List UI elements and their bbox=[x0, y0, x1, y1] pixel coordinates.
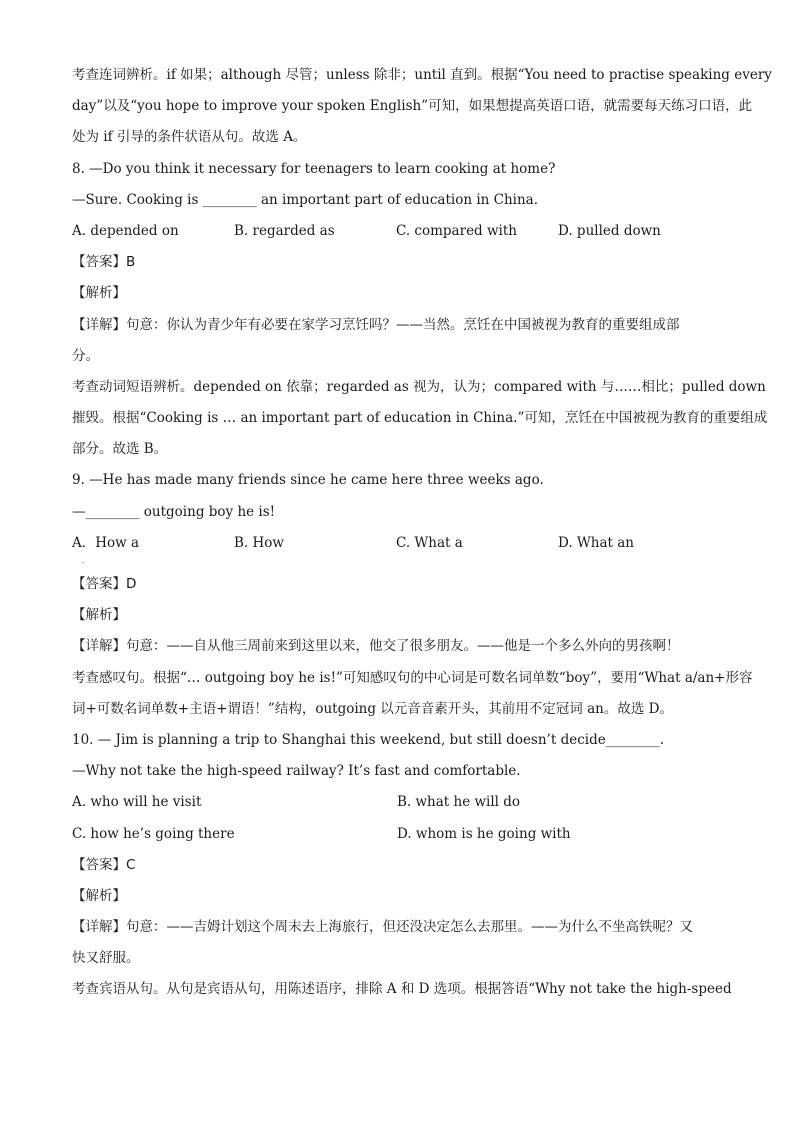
detail-line: 【详解】句意：你认为青少年有必要在家学习烹饪吗？——当然。烹饪在中国被视为教育的重要组成部 bbox=[72, 316, 680, 333]
detail-line: 考查宾语从句。从句是宾语从句，用陈述语序，排除 A 和 D 选项。根据答语“Why not take the high-speed bbox=[72, 981, 732, 998]
option-b: B. How bbox=[234, 534, 284, 551]
analysis-label: 【解析】 bbox=[72, 607, 126, 624]
option-b: B. regarded as bbox=[234, 222, 335, 239]
question-10-response: —Why not take the high-speed railway? It’s fast and comfortable. bbox=[72, 763, 521, 780]
answer-label: 【答案】B bbox=[72, 254, 136, 271]
question-10-options-row-1 bbox=[72, 787, 722, 818]
question-10-stem: 10. — Jim is planning a trip to Shanghai this weekend, but still doesn’t decide________. bbox=[72, 731, 664, 748]
stray-dot: · bbox=[82, 559, 85, 567]
option-d: D. What an bbox=[558, 534, 635, 551]
detail-line: 摧毁。根据“Cooking is … an important part of education in China.”可知，烹饪在中国被视为教育的重要组成 bbox=[72, 410, 768, 427]
analysis-label: 【解析】 bbox=[72, 285, 126, 302]
detail-line: 【详解】句意：——自从他三周前来到这里以来，他交了很多朋友。——他是一个多么外向的男孩啊！ bbox=[72, 638, 680, 655]
option-a: A．How a bbox=[72, 534, 140, 551]
option-c: C. compared with bbox=[396, 222, 517, 239]
question-8-response: —Sure. Cooking is ________ an important part of education in China. bbox=[72, 191, 539, 208]
option-d: D. pulled down bbox=[558, 222, 661, 239]
detail-line: 考查动词短语辨析。depended on 依靠；regarded as 视为，认为；compared with 与……相比；pulled down bbox=[72, 378, 766, 395]
detail-line: 快又舒服。 bbox=[72, 950, 140, 967]
paragraph-line: 处为 if 引导的条件状语从句。故选 A。 bbox=[72, 129, 307, 146]
answer-label: 【答案】C bbox=[72, 856, 136, 873]
paragraph-line: 考查连词辨析。if 如果；although 尽管；unless 除非；until 直到。根据“You need to practise speaking every bbox=[72, 67, 772, 83]
detail-line: 考查感叹句。根据“… outgoing boy he is!”可知感叹句的中心词是可数名词单数“boy”，要用“What a/an+形容 bbox=[72, 669, 753, 686]
question-8-options bbox=[72, 216, 722, 247]
option-c: C. how he’s going there bbox=[72, 825, 235, 842]
detail-line: 词+可数名词单数+主语+谓语！”结构，outgoing 以元音音素开头，其前用不定冠词 an。故选 D。 bbox=[72, 700, 673, 717]
option-b: B. what he will do bbox=[397, 794, 521, 811]
answer-label: 【答案】D bbox=[72, 576, 137, 592]
question-8-stem: 8. —Do you think it necessary for teenagers to learn cooking at home? bbox=[72, 160, 556, 177]
option-a: A. depended on bbox=[72, 222, 179, 239]
question-9-options bbox=[72, 528, 722, 559]
detail-line: 部分。故选 B。 bbox=[72, 441, 168, 458]
document-page bbox=[72, 60, 772, 1006]
option-c: C. What a bbox=[396, 534, 463, 551]
paragraph-line: day”以及“you hope to improve your spoken English”可知，如果想提高英语口语，就需要每天练习口语，此 bbox=[72, 98, 753, 115]
question-9-stem: 9. —He has made many friends since he came here three weeks ago. bbox=[72, 472, 544, 489]
question-10-options-row-2 bbox=[72, 819, 722, 850]
detail-line: 分。 bbox=[72, 347, 99, 364]
question-9-response: —________ outgoing boy he is! bbox=[72, 503, 276, 520]
detail-line: 【详解】句意：——吉姆计划这个周末去上海旅行，但还没决定怎么去那里。——为什么不坐高铁呢？又 bbox=[72, 919, 693, 936]
option-a: A. who will he visit bbox=[72, 794, 202, 811]
option-d: D. whom is he going with bbox=[397, 825, 571, 842]
analysis-label: 【解析】 bbox=[72, 887, 126, 904]
